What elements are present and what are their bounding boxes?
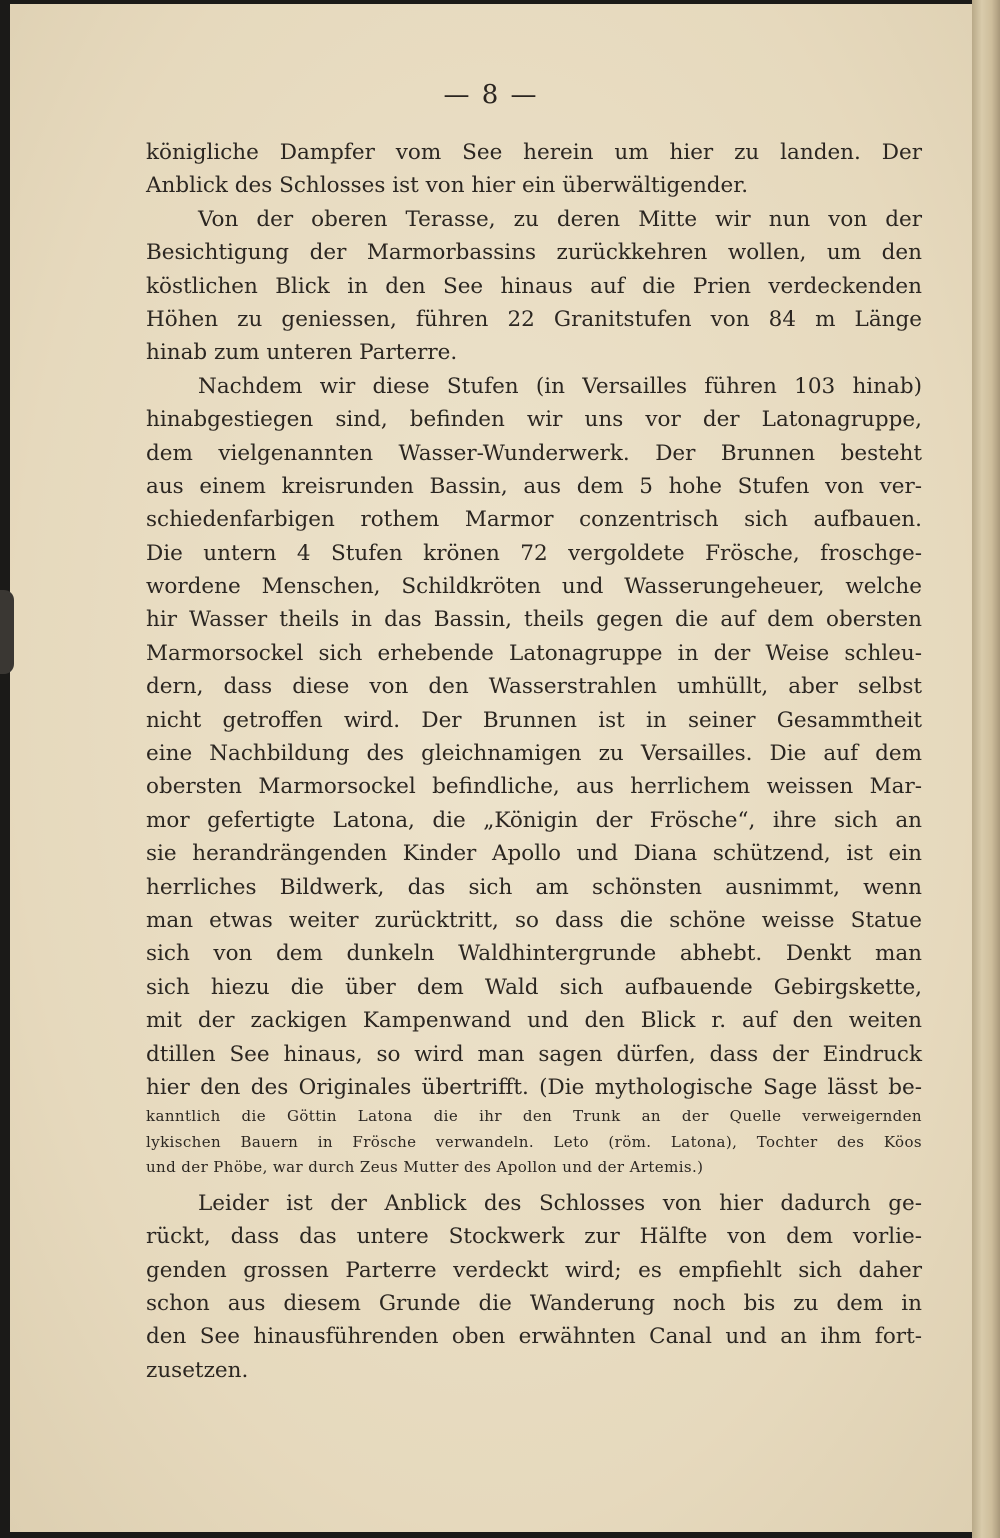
footnote-line: lykischen Bauern in Frösche verwandeln. Leto (röm. Latona), Tochter des Köos [146, 1132, 922, 1151]
text-line: herrliches Bildwerk, das sich am schönsten ausnimmt, wenn [146, 874, 922, 900]
text-line: Höhen zu geniessen, führen 22 Granitstufen von 84 m Länge [146, 306, 922, 332]
text-line: aus einem kreisrunden Bassin, aus dem 5 hohe Stufen von ver- [146, 473, 922, 499]
text-line: hir Wasser theils in das Bassin, theils gegen die auf dem obersten [146, 607, 922, 633]
text-line: dern, dass diese von den Wasserstrahlen umhüllt, aber selbst [146, 674, 922, 700]
text-line: obersten Marmorsockel befindliche, aus herrlichem weissen Mar- [146, 774, 922, 800]
text-line: köstlichen Blick in den See hinaus auf die Prien verdeckenden [146, 273, 922, 299]
text-line: Marmorsockel sich erhebende Latonagruppe in der Weise schleu- [146, 640, 922, 666]
text-line: eine Nachbildung des gleichnamigen zu Versailles. Die auf dem [146, 741, 922, 767]
text-line: dem vielgenannten Wasser-Wunderwerk. Der Brunnen besteht [146, 440, 922, 466]
text-line: nicht getroffen wird. Der Brunnen ist in seiner Gesammtheit [146, 707, 922, 733]
text-line: man etwas weiter zurücktritt, so dass die schöne weisse Statue [146, 907, 922, 933]
text-line: Die untern 4 Stufen krönen 72 vergoldete Frösche, froschge- [146, 540, 922, 566]
text-line: hinabgestiegen sind, befinden wir uns vor der Latonagruppe, [146, 407, 922, 433]
text-line: wordene Menschen, Schildkröten und Wasserungeheuer, welche [146, 574, 922, 600]
text-line: sie herandrängenden Kinder Apollo und Diana schützend, ist ein [146, 841, 922, 867]
text-line: mor gefertigte Latona, die „Königin der Frösche“, ihre sich an [146, 807, 922, 833]
text-line: hinab zum unteren Parterre. [146, 340, 458, 366]
text-line: zusetzen. [146, 1357, 249, 1383]
text-line: dtillen See hinaus, so wird man sagen dürfen, dass der Eindruck [146, 1041, 922, 1067]
text-line: Anblick des Schlosses ist von hier ein überwältigender. [146, 173, 749, 199]
text-line: den See hinausführenden oben erwähnten Canal und an ihm fort- [146, 1324, 922, 1350]
footnote-line: und der Phöbe, war durch Zeus Mutter des Apollon und der Artemis.) [146, 1158, 704, 1177]
binding-clip [0, 590, 14, 674]
text-line: sich hiezu die über dem Wald sich aufbauende Gebirgskette, [146, 974, 922, 1000]
page-number: — 8 — [443, 80, 539, 110]
text-line: rückt, dass das untere Stockwerk zur Hälfte von dem vorlie- [146, 1224, 922, 1250]
text-line: schiedenfarbigen rothem Marmor conzentrisch sich aufbauen. [146, 507, 922, 533]
text-line: genden grossen Parterre verdeckt wird; es empfiehlt sich daher [146, 1257, 922, 1283]
body-text [146, 136, 922, 1387]
text-line: königliche Dampfer vom See herein um hier zu landen. Der [146, 140, 922, 165]
book-page [10, 4, 972, 1532]
text-line: Von der oberen Terasse, zu deren Mitte wir nun von der [198, 206, 922, 232]
footnote-line: kanntlich die Göttin Latona die ihr den Trunk an der Quelle verweigernden [146, 1107, 922, 1126]
text-line: schon aus diesem Grunde die Wanderung noch bis zu dem in [146, 1291, 922, 1316]
text-line: sich von dem dunkeln Waldhintergrunde abhebt. Denkt man [146, 941, 922, 967]
page-edge [972, 0, 1000, 1538]
text-line: mit der zackigen Kampenwand und den Blick r. auf den weiten [146, 1008, 922, 1034]
text-line: Nachdem wir diese Stufen (in Versailles führen 103 hinab) [198, 373, 922, 399]
text-line: hier den des Originales übertrifft. (Die mythologische Sage lässt be- [146, 1074, 922, 1100]
text-line: Leider ist der Anblick des Schlosses von hier dadurch ge- [198, 1190, 922, 1216]
text-line: Besichtigung der Marmorbassins zurückkehren wollen, um den [146, 240, 922, 266]
